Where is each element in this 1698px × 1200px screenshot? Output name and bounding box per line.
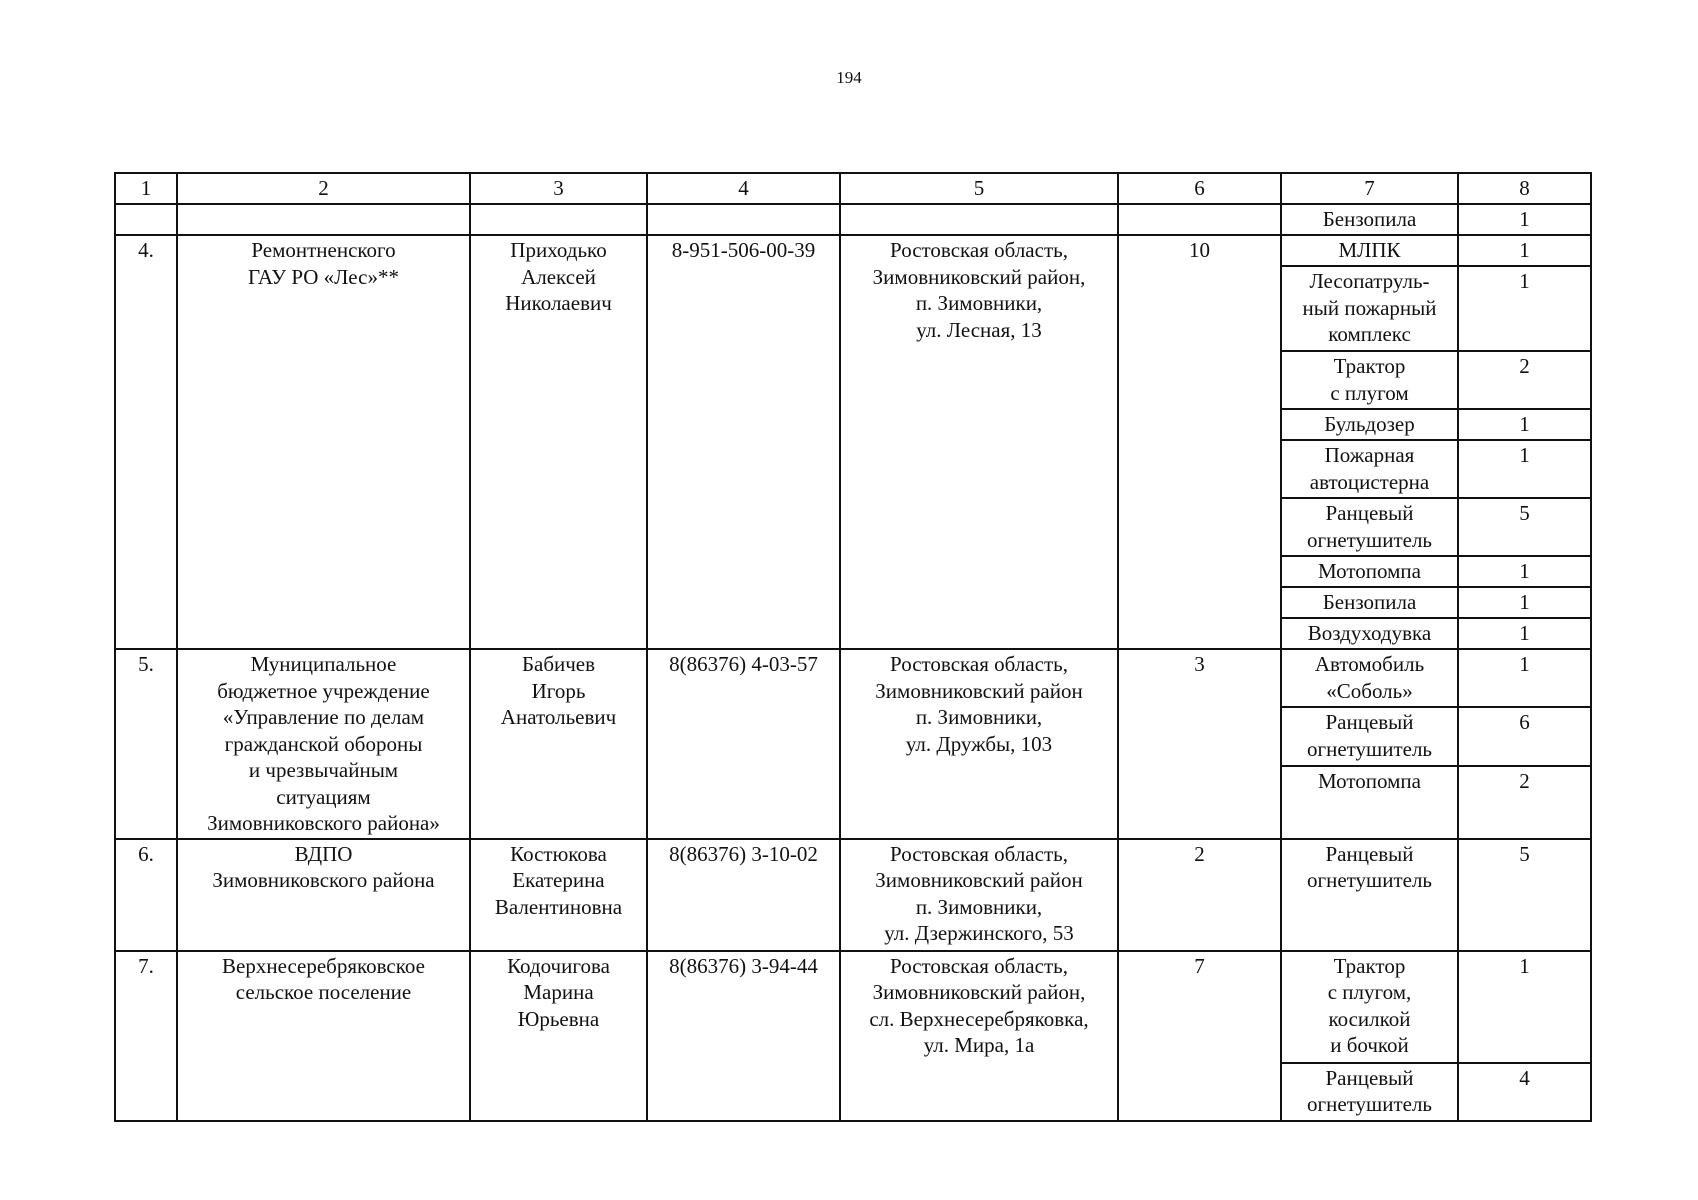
- phone-cell: 8(86376) 3-10-02: [647, 839, 840, 951]
- page-number: 194: [836, 68, 862, 87]
- quantity-cell: 1: [1458, 204, 1591, 235]
- equipment-cell: Автомобиль «Соболь»: [1281, 649, 1458, 707]
- empty-cell: [647, 204, 840, 235]
- responsible-person-cell: Костюкова Екатерина Валентиновна: [470, 839, 647, 951]
- table-row: [115, 649, 1591, 707]
- table-row: [115, 235, 1591, 266]
- quantity-cell: 1: [1458, 951, 1591, 1063]
- column-number: 5: [840, 173, 1118, 204]
- equipment-cell: Бульдозер: [1281, 409, 1458, 440]
- row-number: 4.: [115, 235, 177, 649]
- empty-cell: [470, 204, 647, 235]
- responsible-person-cell: Бабичев Игорь Анатольевич: [470, 649, 647, 839]
- carry-over-row: [115, 204, 1591, 235]
- address-cell: Ростовская область, Зимовниковский район п. Зимовники, ул. Дзержинского, 53: [840, 839, 1118, 951]
- organization-cell: ВДПО Зимовниковского района: [177, 839, 470, 951]
- table-row: [115, 839, 1591, 951]
- equipment-cell: Мотопомпа: [1281, 766, 1458, 839]
- quantity-cell: 4: [1458, 1063, 1591, 1121]
- quantity-cell: 1: [1458, 440, 1591, 498]
- address-cell: Ростовская область, Зимовниковский район п. Зимовники, ул. Дружбы, 103: [840, 649, 1118, 839]
- column-number: 4: [647, 173, 840, 204]
- resources-table: [114, 172, 1592, 1122]
- quantity-cell: 1: [1458, 409, 1591, 440]
- quantity-cell: 2: [1458, 351, 1591, 409]
- organization-cell: Муниципальное бюджетное учреждение «Управление по делам гражданской обороны и чрезвычайным ситуациям Зимовниковского района»: [177, 649, 470, 839]
- quantity-cell: 1: [1458, 587, 1591, 618]
- column-number: 8: [1458, 173, 1591, 204]
- equipment-cell: МЛПК: [1281, 235, 1458, 266]
- equipment-cell: Лесопатруль- ный пожарный комплекс: [1281, 266, 1458, 351]
- row-number: 5.: [115, 649, 177, 839]
- column-number: 6: [1118, 173, 1281, 204]
- empty-cell: [840, 204, 1118, 235]
- responsible-person-cell: Приходько Алексей Николаевич: [470, 235, 647, 649]
- equipment-cell: Ранцевый огнетушитель: [1281, 498, 1458, 556]
- organization-cell: Ремонтненского ГАУ РО «Лес»**: [177, 235, 470, 649]
- equipment-cell: Трактор с плугом: [1281, 351, 1458, 409]
- phone-cell: 8(86376) 4-03-57: [647, 649, 840, 839]
- column-number: 2: [177, 173, 470, 204]
- quantity-cell: 5: [1458, 498, 1591, 556]
- staff-count-cell: 7: [1118, 951, 1281, 1121]
- staff-count-cell: 3: [1118, 649, 1281, 839]
- organization-cell: Верхнесеребряковское сельское поселение: [177, 951, 470, 1121]
- phone-cell: 8(86376) 3-94-44: [647, 951, 840, 1121]
- table-row: [115, 951, 1591, 1063]
- empty-cell: [177, 204, 470, 235]
- phone-cell: 8-951-506-00-39: [647, 235, 840, 649]
- address-cell: Ростовская область, Зимовниковский район, сл. Верхнесеребряковка, ул. Мира, 1а: [840, 951, 1118, 1121]
- equipment-cell: Воздуходувка: [1281, 618, 1458, 649]
- quantity-cell: 1: [1458, 235, 1591, 266]
- equipment-cell: Ранцевый огнетушитель: [1281, 707, 1458, 765]
- quantity-cell: 1: [1458, 266, 1591, 351]
- column-number-row: [115, 173, 1591, 204]
- column-number: 7: [1281, 173, 1458, 204]
- row-number: 6.: [115, 839, 177, 951]
- quantity-cell: 6: [1458, 707, 1591, 765]
- quantity-cell: 1: [1458, 649, 1591, 707]
- staff-count-cell: 10: [1118, 235, 1281, 649]
- quantity-cell: 1: [1458, 618, 1591, 649]
- equipment-cell: Трактор с плугом, косилкой и бочкой: [1281, 951, 1458, 1063]
- row-number: 7.: [115, 951, 177, 1121]
- equipment-cell: Пожарная автоцистерна: [1281, 440, 1458, 498]
- equipment-cell: Бензопила: [1281, 204, 1458, 235]
- equipment-cell: Ранцевый огнетушитель: [1281, 1063, 1458, 1121]
- quantity-cell: 1: [1458, 556, 1591, 587]
- column-number: 3: [470, 173, 647, 204]
- equipment-cell: Ранцевый огнетушитель: [1281, 839, 1458, 951]
- address-cell: Ростовская область, Зимовниковский район, п. Зимовники, ул. Лесная, 13: [840, 235, 1118, 649]
- responsible-person-cell: Кодочигова Марина Юрьевна: [470, 951, 647, 1121]
- empty-cell: [1118, 204, 1281, 235]
- column-number: 1: [115, 173, 177, 204]
- staff-count-cell: 2: [1118, 839, 1281, 951]
- equipment-cell: Мотопомпа: [1281, 556, 1458, 587]
- quantity-cell: 5: [1458, 839, 1591, 951]
- empty-cell: [115, 204, 177, 235]
- equipment-cell: Бензопила: [1281, 587, 1458, 618]
- quantity-cell: 2: [1458, 766, 1591, 839]
